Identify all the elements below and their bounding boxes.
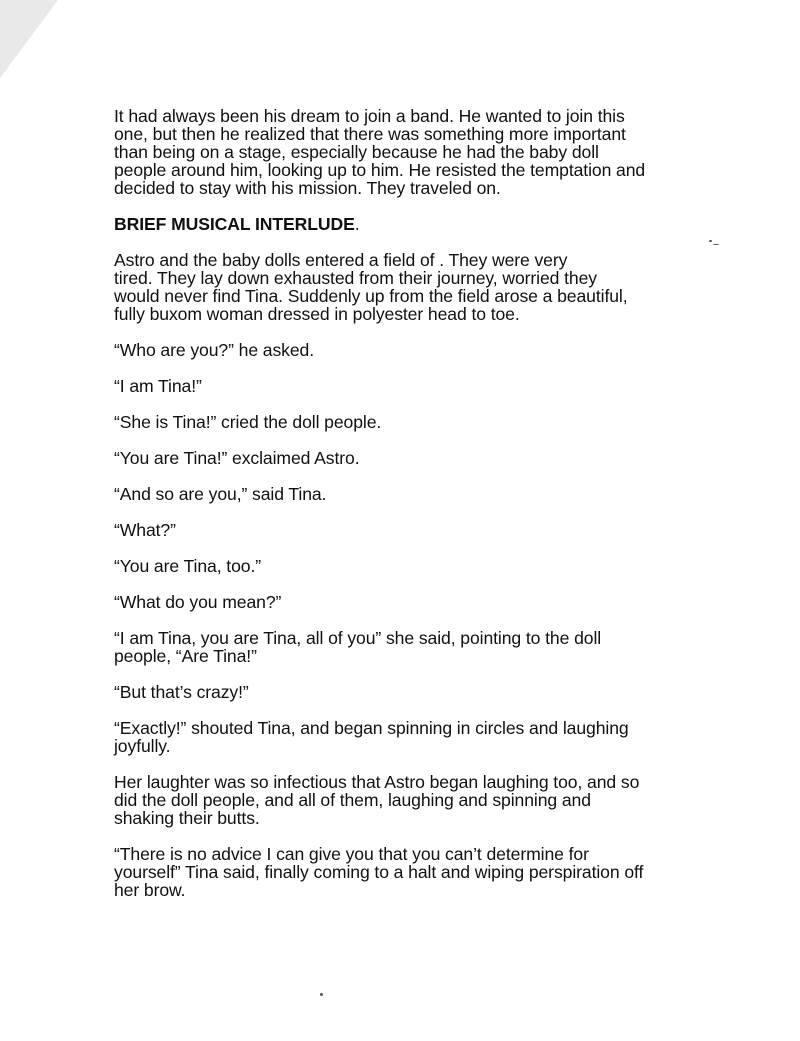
paragraph-laughter: Her laughter was so infectious that Astro began laughing too, and so did the doll people, and all of them, laughing and spinning and shaking their butts. [114, 772, 640, 828]
heading-period: . [354, 214, 360, 234]
dialogue-line: “You are Tina, too.” [114, 556, 261, 576]
dialogue-line: “Who are you?” he asked. [114, 340, 315, 360]
dialogue-line: “Exactly!” shouted Tina, and began spinning in circles and laughing joyfully. [114, 718, 629, 756]
heading-text: BRIEF MUSICAL INTERLUDE [114, 214, 355, 234]
dialogue-line: “You are Tina!” exclaimed Astro. [114, 448, 360, 468]
paragraph-band-dream: It had always been his dream to join a band. He wanted to join this one, but then he realized that there was something more important than being on a stage, especially because he had the baby doll people around him, looking up to him. He resisted the temptation and decided to stay with his mission. They traveled on. [114, 106, 646, 198]
dialogue-line: “But that’s crazy!” [114, 682, 249, 702]
dialogue-line: “I am Tina, you are Tina, all of you” she said, pointing to the doll people, “Are Tina!” [114, 628, 602, 666]
section-heading [114, 215, 714, 233]
dialogue-line: “I am Tina!” [114, 376, 202, 396]
story-text [114, 107, 714, 917]
paragraph-field: Astro and the baby dolls entered a field of . They were very tired. They lay down exhausted from their journey, worried they would never find Tina. Suddenly up from the field arose a beautiful, fully buxom woman dressed in polyester head to toe. [114, 250, 628, 324]
paragraph-advice: “There is no advice I can give you that you can’t determine for yourself” Tina said, finally coming to a halt and wiping perspiration off her brow. [114, 844, 644, 900]
scan-speck [320, 993, 323, 996]
dialogue-line: “What?” [114, 520, 176, 540]
scan-speck [713, 244, 719, 245]
dialogue-line: “And so are you,” said Tina. [114, 484, 327, 504]
scan-speck [709, 240, 712, 242]
dialogue-line: “She is Tina!” cried the doll people. [114, 412, 382, 432]
page-corner-fold [0, 0, 58, 78]
dialogue-line: “What do you mean?” [114, 592, 282, 612]
